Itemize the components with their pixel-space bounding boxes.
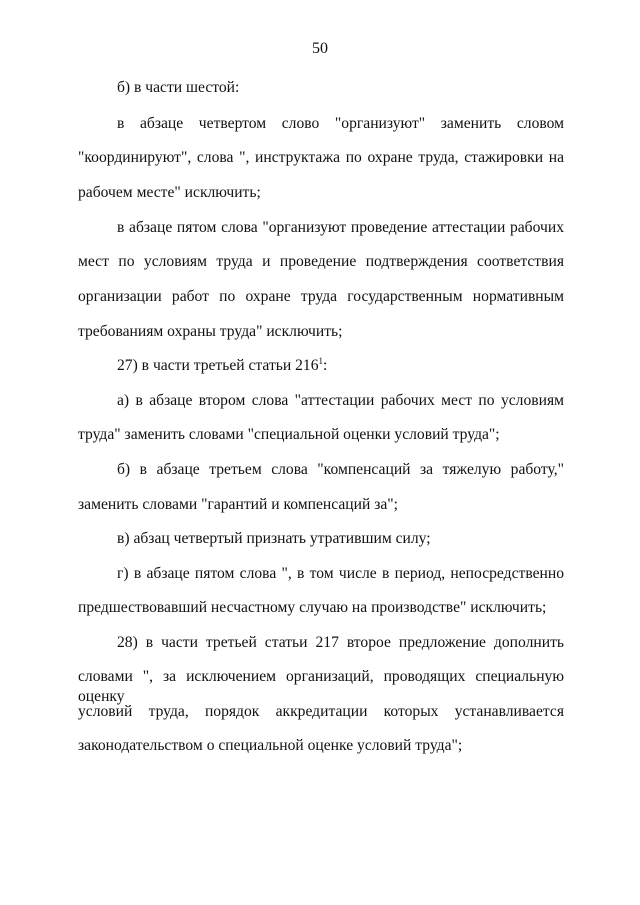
text-line: а) в абзаце втором слова "аттестации рабочих мест по условиям (117, 392, 564, 409)
text-line: словами ", за исключением организаций, проводящих специальную оценку (78, 668, 564, 705)
text-line: 28) в части третьей статьи 217 второе предложение дополнить (117, 634, 564, 651)
text-line: мест по условиям труда и проведение подтверждения соответствия (78, 253, 564, 270)
text-line: рабочем месте" исключить; (78, 184, 261, 201)
text-line: г) в абзаце пятом слова ", в том числе в период, непосредственно (117, 565, 564, 582)
text-fragment: : (323, 357, 328, 374)
text-line: "координируют", слова ", инструктажа по охране труда, стажировки на (78, 149, 564, 166)
text-line: организации работ по охране труда государственным нормативным (78, 288, 564, 305)
text-line: труда" заменить словами "специальной оценки условий труда"; (78, 426, 500, 443)
page-number: 50 (312, 40, 328, 57)
text-line: законодательством о специальной оценке условий труда"; (78, 737, 463, 754)
text-line: предшествовавший несчастному случаю на производстве" исключить; (78, 599, 547, 616)
text-line (117, 356, 564, 376)
superscript: 1 (318, 355, 324, 366)
text-line: б) в части шестой: (117, 79, 240, 96)
text-line: требованиям охраны труда" исключить; (78, 323, 343, 340)
text-line: в абзаце пятом слова "организуют проведение аттестации рабочих (117, 219, 564, 236)
text-line: б) в абзаце третьем слова "компенсаций за тяжелую работу," (117, 461, 564, 478)
text-line: в абзаце четвертом слово "организуют" заменить словом (117, 115, 564, 132)
text-line: в) абзац четвертый признать утратившим силу; (117, 530, 431, 547)
text-line: условий труда, порядок аккредитации которых устанавливается (78, 703, 564, 720)
text-line: заменить словами "гарантий и компенсаций за"; (78, 496, 398, 513)
text-fragment: 27) в части третьей статьи 216 (117, 357, 319, 374)
